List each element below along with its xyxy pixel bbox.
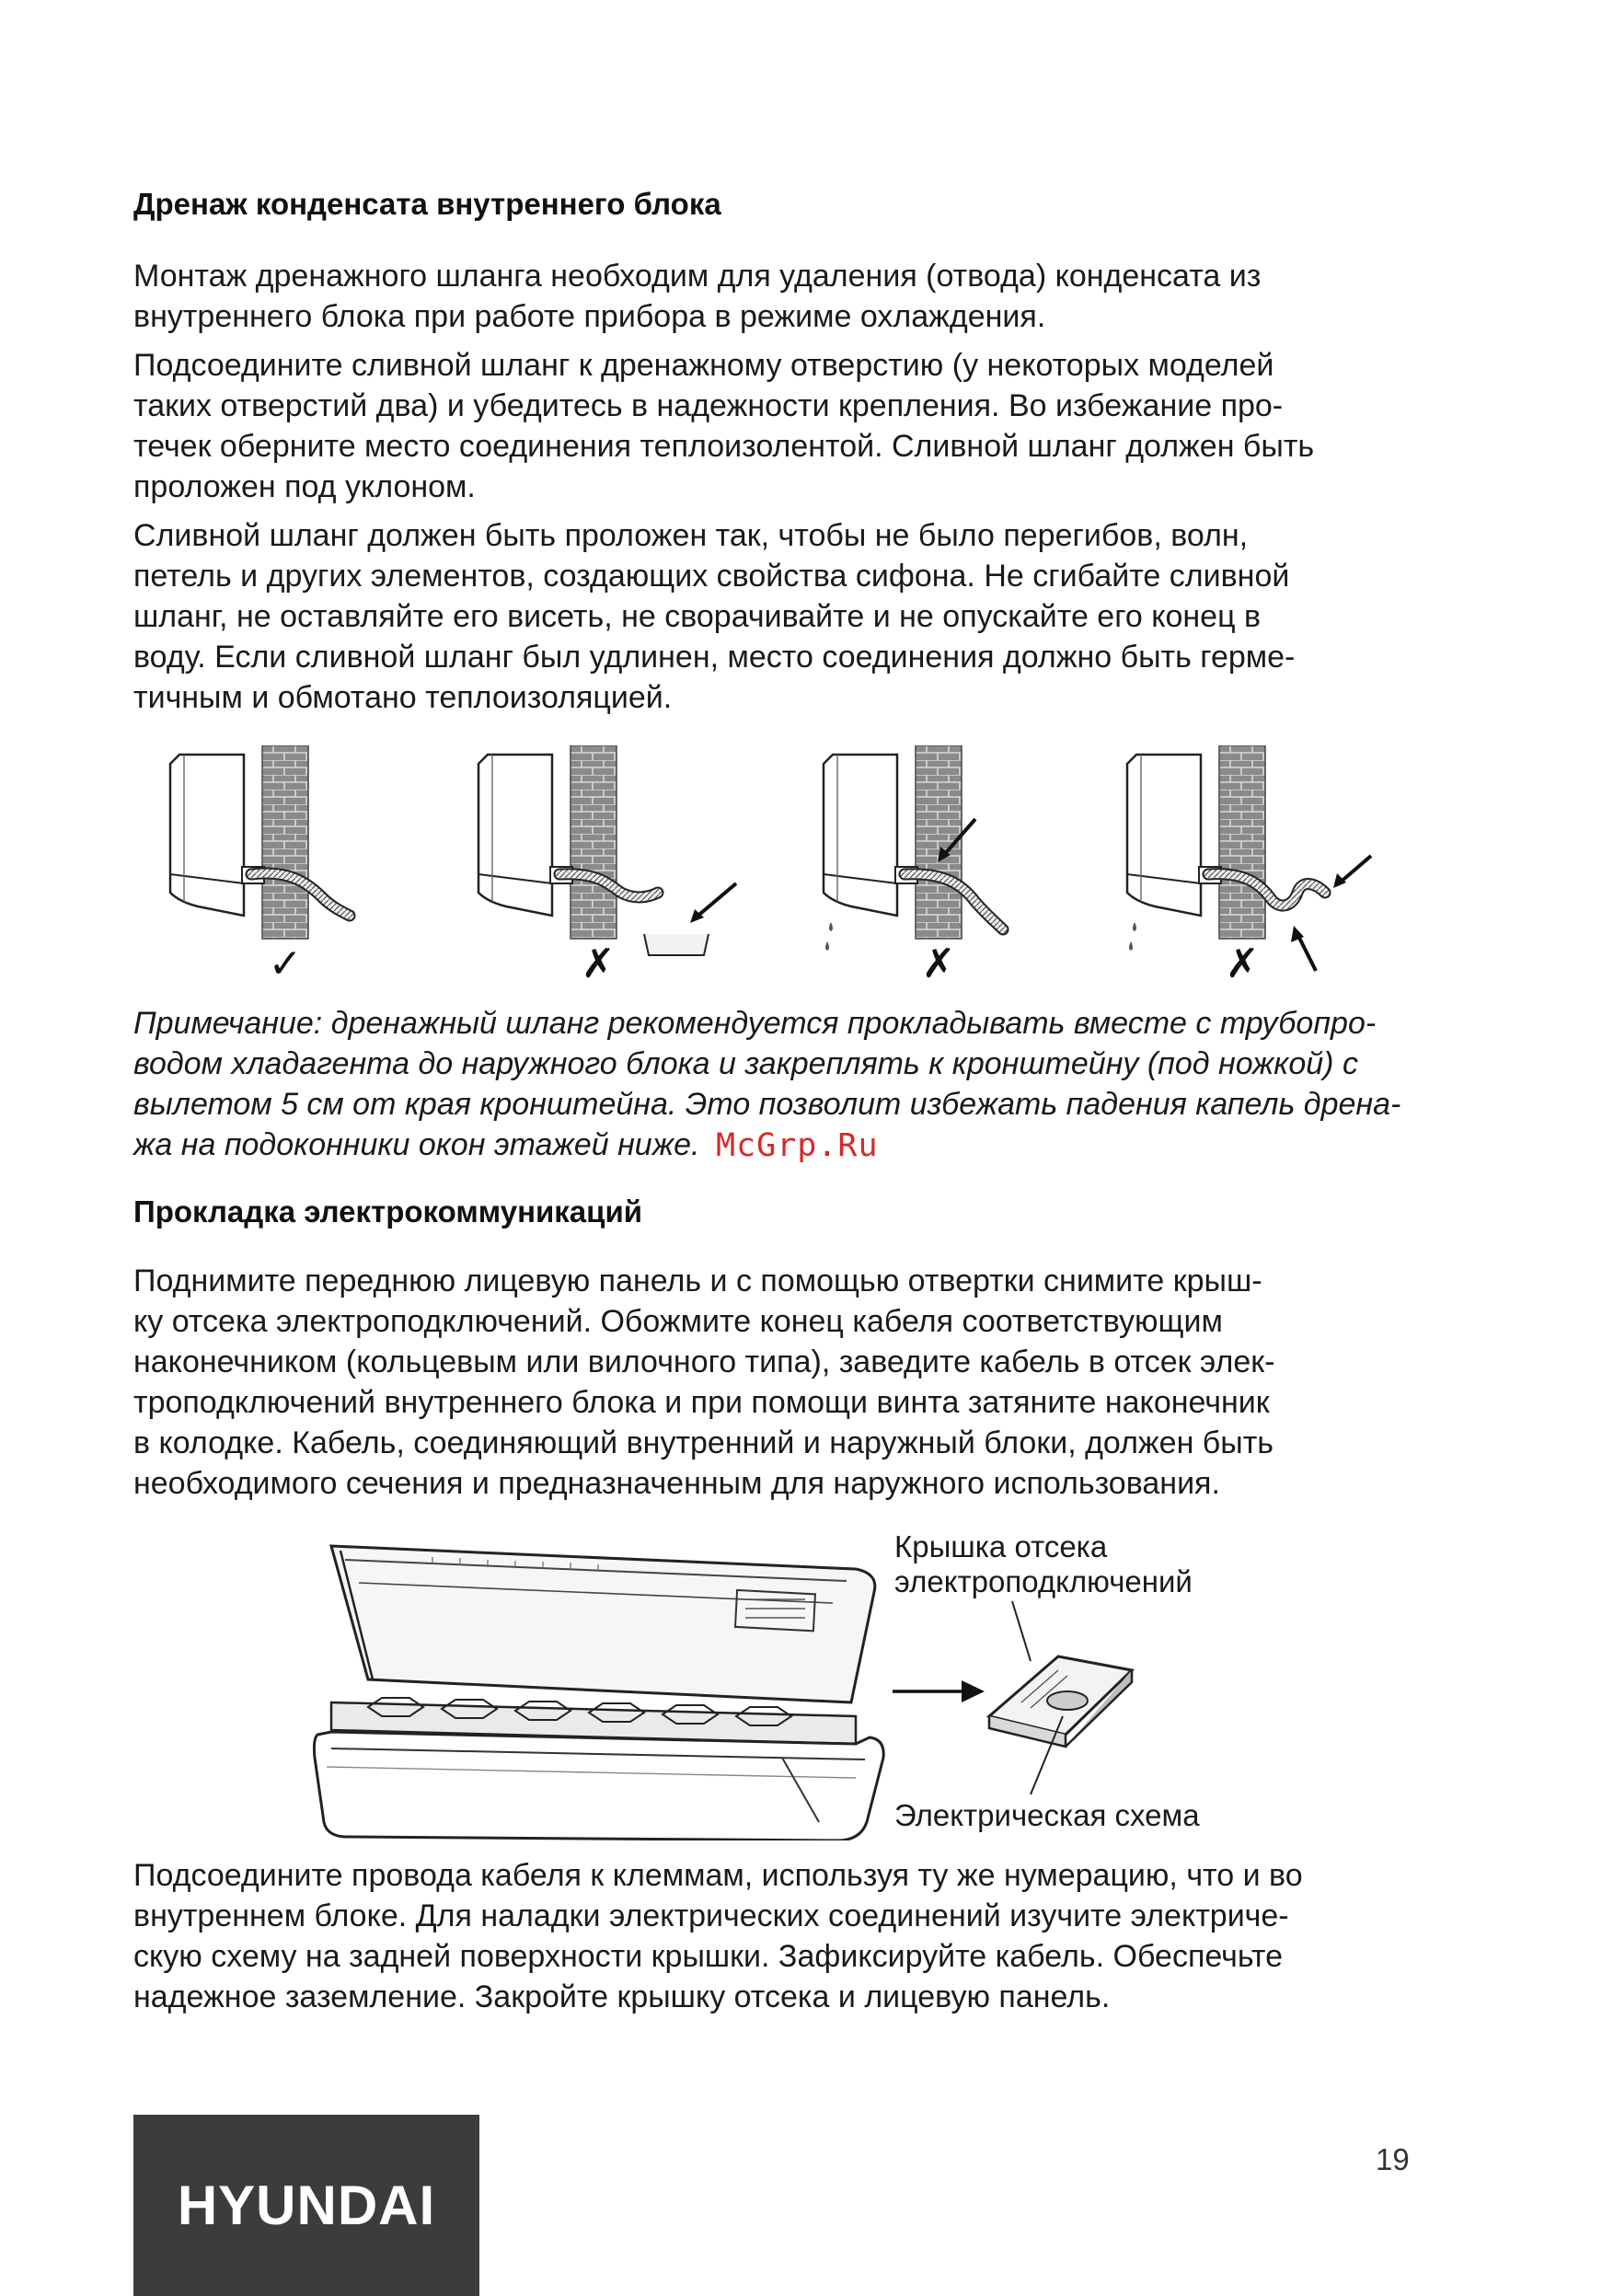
text-line: надежное заземление. Закройте крышку отсека и лицевую панель. <box>133 1979 1111 2014</box>
drain-figure-2 <box>478 745 736 985</box>
paragraph-wiring-instructions <box>133 1261 1440 1504</box>
indoor-unit-body <box>824 755 897 916</box>
brick-wall <box>570 745 617 939</box>
callout-wiring-diagram: Электрическая схема <box>894 1798 1200 1832</box>
callout-terminal-cover <box>894 1529 1193 1599</box>
paragraph-drain-connect <box>133 345 1440 507</box>
text-line: течек оберните место соединения теплоизолентой. Сливной шланг должен быть <box>133 429 1315 464</box>
section-title-condensate-drain: Дренаж конденсата внутреннего блока <box>133 187 721 221</box>
text-line: скую схему на задней поверхности крышки. Зафиксируйте кабель. Обеспечьте <box>133 1939 1284 1974</box>
drain-hose-illustrations <box>152 745 1440 985</box>
text-line: тичным и обмотано теплоизоляцией. <box>133 680 673 715</box>
water-drop <box>829 922 833 931</box>
cross-mark-icon: ✗ <box>581 940 616 985</box>
brick-wall <box>1219 745 1265 939</box>
indoor-unit-body <box>478 755 552 916</box>
text-line: в колодке. Кабель, соединяющий внутренний и наружный блоки, должен быть <box>133 1425 1274 1460</box>
text-line: проложен под уклоном. <box>133 469 476 504</box>
text-line: Подсоедините сливной шланг к дренажному отверстию (у некоторых моделей <box>133 348 1274 383</box>
pointer-arrow-head <box>1333 873 1346 888</box>
note-line: водом хладагента до наружного блока и закреплять к кронштейну (под ножкой) с <box>133 1046 1358 1081</box>
text-line: петель и других элементов, создающих свойства сифона. Не сгибайте сливной <box>133 559 1290 594</box>
brand-logo <box>133 2115 479 2296</box>
text-line: Поднимите переднюю лицевую панель и с помощью отвертки снимите крыш- <box>133 1263 1262 1298</box>
paragraph-drain-intro <box>133 256 1440 337</box>
note-line: жа на подоконники окон этажей ниже. <box>133 1127 700 1162</box>
page-number: 19 <box>1376 2142 1410 2176</box>
text-line: внутреннем блоке. Для наладки электрических соединений изучите электриче- <box>133 1898 1289 1933</box>
watermark-text: McGrp.Ru <box>716 1127 879 1164</box>
text-line: Подсоедините провода кабеля к клеммам, используя ту же нумерацию, что и во <box>133 1858 1303 1893</box>
text-line: наконечником (кольцевым или вилочного типа), заведите кабель в отсек элек- <box>133 1344 1275 1379</box>
text-line: Сливной шланг должен быть проложен так, чтобы не было перегибов, волн, <box>133 518 1249 553</box>
section-title-electrical-wiring: Прокладка электрокоммуникаций <box>133 1194 643 1229</box>
brand-logo-text: HYUNDAI <box>177 2175 436 2236</box>
water-drop <box>1133 922 1136 931</box>
note-line: вылетом 5 см от края кронштейна. Это позволит избежать падения капель дрена- <box>133 1087 1401 1122</box>
water-drop <box>825 941 829 951</box>
text-line: шланг, не оставляйте его висеть, не сворачивайте и не опускайте его конец в <box>133 599 1262 634</box>
callout-line: электроподключений <box>894 1564 1193 1598</box>
note-line: Примечание: дренажный шланг рекомендуется прокладывать вместе с трубопро- <box>133 1006 1377 1041</box>
text-line: внутреннего блока при работе прибора в режиме охлаждения. <box>133 299 1046 334</box>
text-line: Монтаж дренажного шланга необходим для удаления (отвода) конденсата из <box>133 259 1262 294</box>
pointer-arrow-shaft <box>695 883 736 918</box>
text-line: троподключений внутреннего блока и при помощи винта затяните наконечник <box>133 1385 1270 1420</box>
indoor-unit-body <box>1127 755 1201 916</box>
text-line: воду. Если сливной шланг был удлинен, место соединения должно быть герме- <box>133 640 1296 675</box>
text-line: ку отсека электроподключений. Обожмите конец кабеля соответствующим <box>133 1304 1223 1339</box>
pointer-arrow-shaft <box>1339 856 1371 883</box>
text-line: необходимого сечения и предназначенным для наружного использования. <box>133 1466 1220 1501</box>
check-mark-icon: ✓ <box>268 940 303 985</box>
water-drop <box>1129 941 1133 951</box>
water-container <box>644 934 709 955</box>
paragraph-wiring-connection <box>133 1855 1440 2017</box>
cross-mark-icon: ✗ <box>921 940 956 985</box>
pointer-arrow-shaft <box>1297 934 1316 971</box>
paragraph-drain-routing <box>133 515 1440 718</box>
drain-figure-correct <box>152 745 428 985</box>
text-line: таких отверстий два) и убедитесь в надежности крепления. Во избежание про- <box>133 388 1284 423</box>
cross-mark-icon: ✗ <box>1225 940 1260 985</box>
drain-figure-3 <box>824 745 1003 985</box>
callout-line: Крышка отсека <box>894 1529 1108 1563</box>
drain-figure-4 <box>1127 745 1371 985</box>
